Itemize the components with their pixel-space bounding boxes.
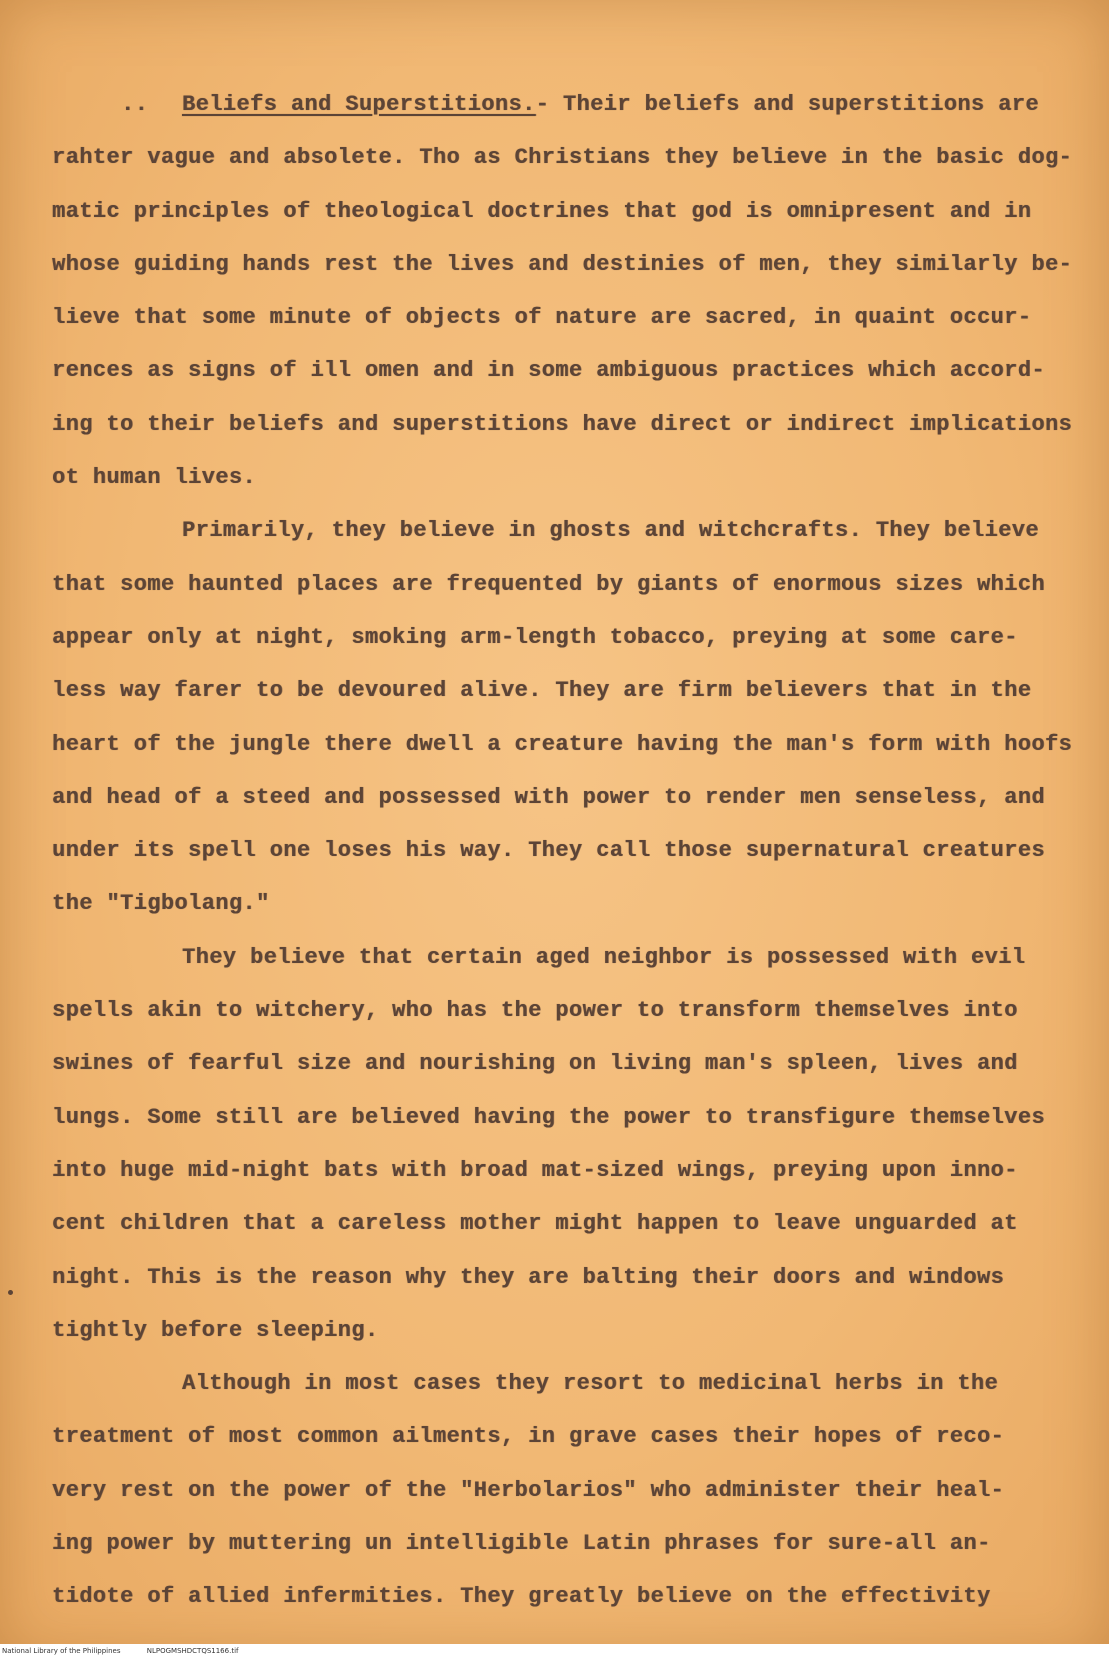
text-line: under its spell one loses his way. They call those supernatural creatures — [52, 838, 1045, 864]
paragraph-start-line: Primarily, they believe in ghosts and witchcrafts. They believe — [182, 518, 1039, 544]
text-line: tidote of allied infermities. They greatly believe on the effectivity — [52, 1584, 991, 1610]
text-line: rences as signs of ill omen and in some ambiguous practices which accord- — [52, 358, 1045, 384]
text-line: less way farer to be devoured alive. They are firm believers that in the — [52, 678, 1032, 704]
text-line: the "Tigbolang." — [52, 891, 270, 917]
section-heading: Beliefs and Superstitions. — [182, 92, 536, 117]
text-line: matic principles of theological doctrines that god is omnipresent and in — [52, 198, 1032, 224]
text-line: tightly before sleeping. — [52, 1317, 379, 1343]
text-line: spells akin to witchery, who has the power to transform themselves into — [52, 998, 1018, 1024]
text-line: rahter vague and absolete. Tho as Christians they believe in the basic dog- — [52, 145, 1073, 171]
text-line: ing power by muttering un intelligible Latin phrases for sure-all an- — [52, 1531, 991, 1557]
footer-file-name: NLPOGMSHDCTQS1166.tif — [146, 1647, 239, 1655]
document-body — [52, 78, 1073, 1624]
text-line: lieve that some minute of objects of nature are sacred, in quaint occur- — [52, 305, 1032, 331]
text-line: swines of fearful size and nourishing on living man's spleen, lives and — [52, 1051, 1018, 1077]
text-line: whose guiding hands rest the lives and destinies of men, they similarly be- — [52, 251, 1073, 277]
paragraph-start-line: They believe that certain aged neighbor is possessed with evil — [182, 944, 1026, 970]
text-line: ing to their beliefs and superstitions have direct or indirect implications — [52, 411, 1073, 437]
text-line: night. This is the reason why they are balting their doors and windows — [52, 1264, 1005, 1290]
text-line: treatment of most common ailments, in grave cases their hopes of reco- — [52, 1424, 1005, 1450]
text-line: lungs. Some still are believed having the power to transfigure themselves — [52, 1104, 1045, 1130]
margin-ink-dot — [8, 1290, 13, 1295]
text-line: that some haunted places are frequented by giants of enormous sizes which — [52, 571, 1045, 597]
document-first-line — [52, 78, 1062, 131]
text-line: heart of the jungle there dwell a creature having the man's form with hoofs — [52, 731, 1073, 757]
first-line-text: - Their beliefs and superstitions are — [535, 92, 1039, 117]
heading-prefix: .. — [121, 92, 149, 117]
text-line: into huge mid-night bats with broad mat-sized wings, preying upon inno- — [52, 1157, 1018, 1183]
footer-library-name: National Library of the Philippines — [2, 1647, 121, 1655]
text-line: cent children that a careless mother might happen to leave unguarded at — [52, 1211, 1018, 1237]
text-line: appear only at night, smoking arm-length tobacco, preying at some care- — [52, 624, 1018, 650]
text-line: and head of a steed and possessed with power to render men senseless, and — [52, 784, 1045, 810]
text-line: ot human lives. — [52, 465, 257, 491]
scan-footer — [0, 1644, 1109, 1658]
paragraph-start-line: Although in most cases they resort to medicinal herbs in the — [182, 1371, 999, 1397]
text-line: very rest on the power of the "Herbolarios" who administer their heal- — [52, 1477, 1005, 1503]
